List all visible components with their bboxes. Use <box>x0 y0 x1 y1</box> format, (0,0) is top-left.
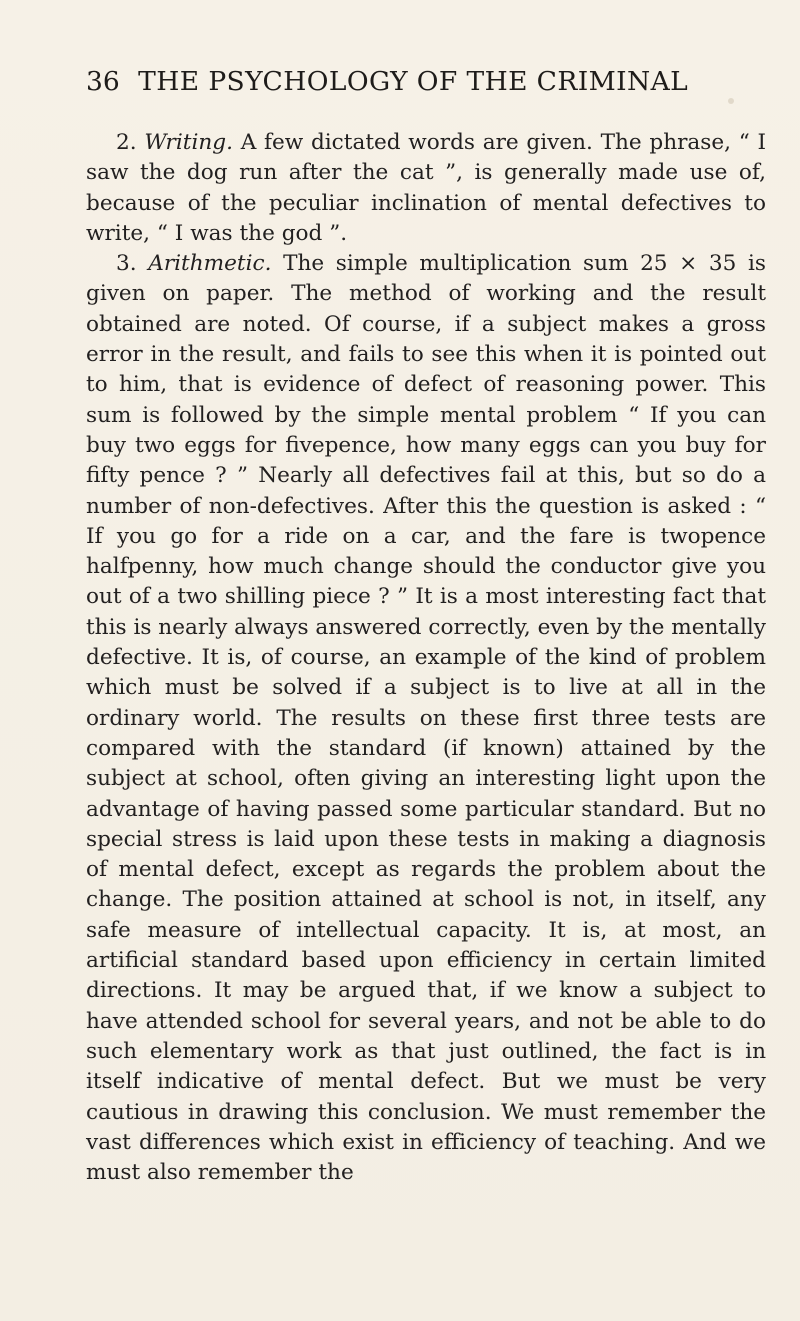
paragraph-text: The simple multiplication sum 25 × 35 is given on paper. The method of working and the result obtained are noted. Of course, if a subject makes a gross error in the result, and fails to see this when it is pointed out to him, that is evidence of defect of reasoning power. This sum is followed by the simple mental problem “ If you can buy two eggs for fivepence, how many eggs can you buy for fifty pence ? ” Nearly all defectives fail at this, but so do a number of non-defectives. After this the question is asked : “ If you go for a ride on a car, and the fare is twopence halfpenny, how much change should the conductor give you out of a two shilling piece ? ” It is a most interesting fact that this is nearly always answered correctly, even by the mentally defective. It is, of course, an example of the kind of problem which must be solved if a subject is to live at all in the ordinary world. The results on these first three tests are compared with the standard (if known) attained by the subject at school, often giving an interesting light upon the advantage of having passed some particular standard. But no special stress is laid upon these tests in making a diagnosis of mental defect, except as regards the problem about the change. The position attained at school is not, in itself, any safe measure of intellectual capacity. It is, at most, an artificial standard based upon efficiency in certain limited directions. It may be argued that, if we know a subject to have attended school for several years, and not be able to do such elementary work as that just outlined, the fact is in itself indicative of mental defect. But we must be very cautious in drawing this conclusion. We must remember the vast differences which exist in efficiency of teaching. And we must also remember the <box>86 251 766 1186</box>
body-text <box>86 128 766 1188</box>
running-title: THE PSYCHOLOGY OF THE CRIMINAL <box>138 66 689 97</box>
paragraph-heading: Arithmetic. <box>148 251 272 277</box>
paragraph-number: 3. <box>116 251 137 277</box>
paper-speck <box>728 98 734 104</box>
paragraph-heading: Writing. <box>144 130 233 155</box>
paragraph-writing <box>86 128 766 249</box>
page-header <box>86 62 764 102</box>
paragraph-arithmetic <box>86 249 766 1188</box>
paragraph-number: 2. <box>116 130 137 155</box>
page-number: 36 <box>86 66 120 97</box>
paragraph-text: A few dictated words are given. The phrase, “ I saw the dog run after the cat ”, is generally made use of, because of the peculiar inclination of mental defectives to write, “ I was the god ”. <box>86 130 766 246</box>
